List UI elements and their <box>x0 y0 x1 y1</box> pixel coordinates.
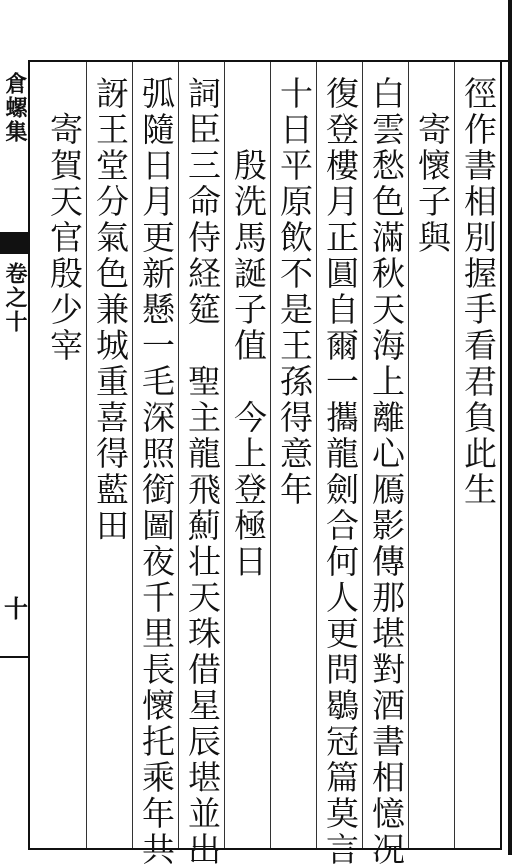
column-divider <box>270 62 271 848</box>
text-column: 弧隨日月更新懸一毛深照銜圖夜千里長懷托乘年共 <box>137 76 176 868</box>
text-column: 訝王堂分氣色兼城重喜得藍田 <box>91 76 130 544</box>
text-column: 復登樓月正圓自爾一攜龍劍合何人更問鶡冠篇莫言 <box>321 76 360 868</box>
margin-fishtail-mark <box>0 232 28 254</box>
margin-rule <box>0 656 28 658</box>
bottom-rule <box>28 848 502 850</box>
poem-heading: 寄懷子與 <box>413 76 452 256</box>
poem-heading: 寄賀天官殷少宰 <box>45 76 84 364</box>
column-divider <box>132 62 133 848</box>
poem-heading: 殷洗馬誕子值 今上登極日 <box>229 76 268 580</box>
text-column: 詞臣三命侍経筵 聖主龍飛薊壮天珠借星辰堪並出 <box>183 76 222 868</box>
column-divider <box>224 62 225 848</box>
left-rule <box>28 60 30 850</box>
text-column: 白雲愁色滿秋天海上離心鴈影傳那堪對酒書相憶况 <box>367 76 406 868</box>
top-rule <box>28 60 508 62</box>
right-outer-rule <box>508 0 512 855</box>
column-divider <box>454 62 455 848</box>
text-column: 十日平原飲不是王孫得意年 <box>275 76 314 508</box>
column-divider <box>316 62 317 848</box>
column-divider <box>178 62 179 848</box>
margin-page-number: 十 <box>4 594 28 623</box>
right-inner-rule <box>500 60 502 850</box>
column-divider <box>362 62 363 848</box>
text-column: 徑作書相別握手看君負此生 <box>459 76 498 508</box>
column-divider <box>86 62 87 848</box>
margin-book-title: 倉螺集 <box>2 72 28 144</box>
column-divider <box>408 62 409 848</box>
margin-volume-label: 卷之十 <box>2 262 28 334</box>
